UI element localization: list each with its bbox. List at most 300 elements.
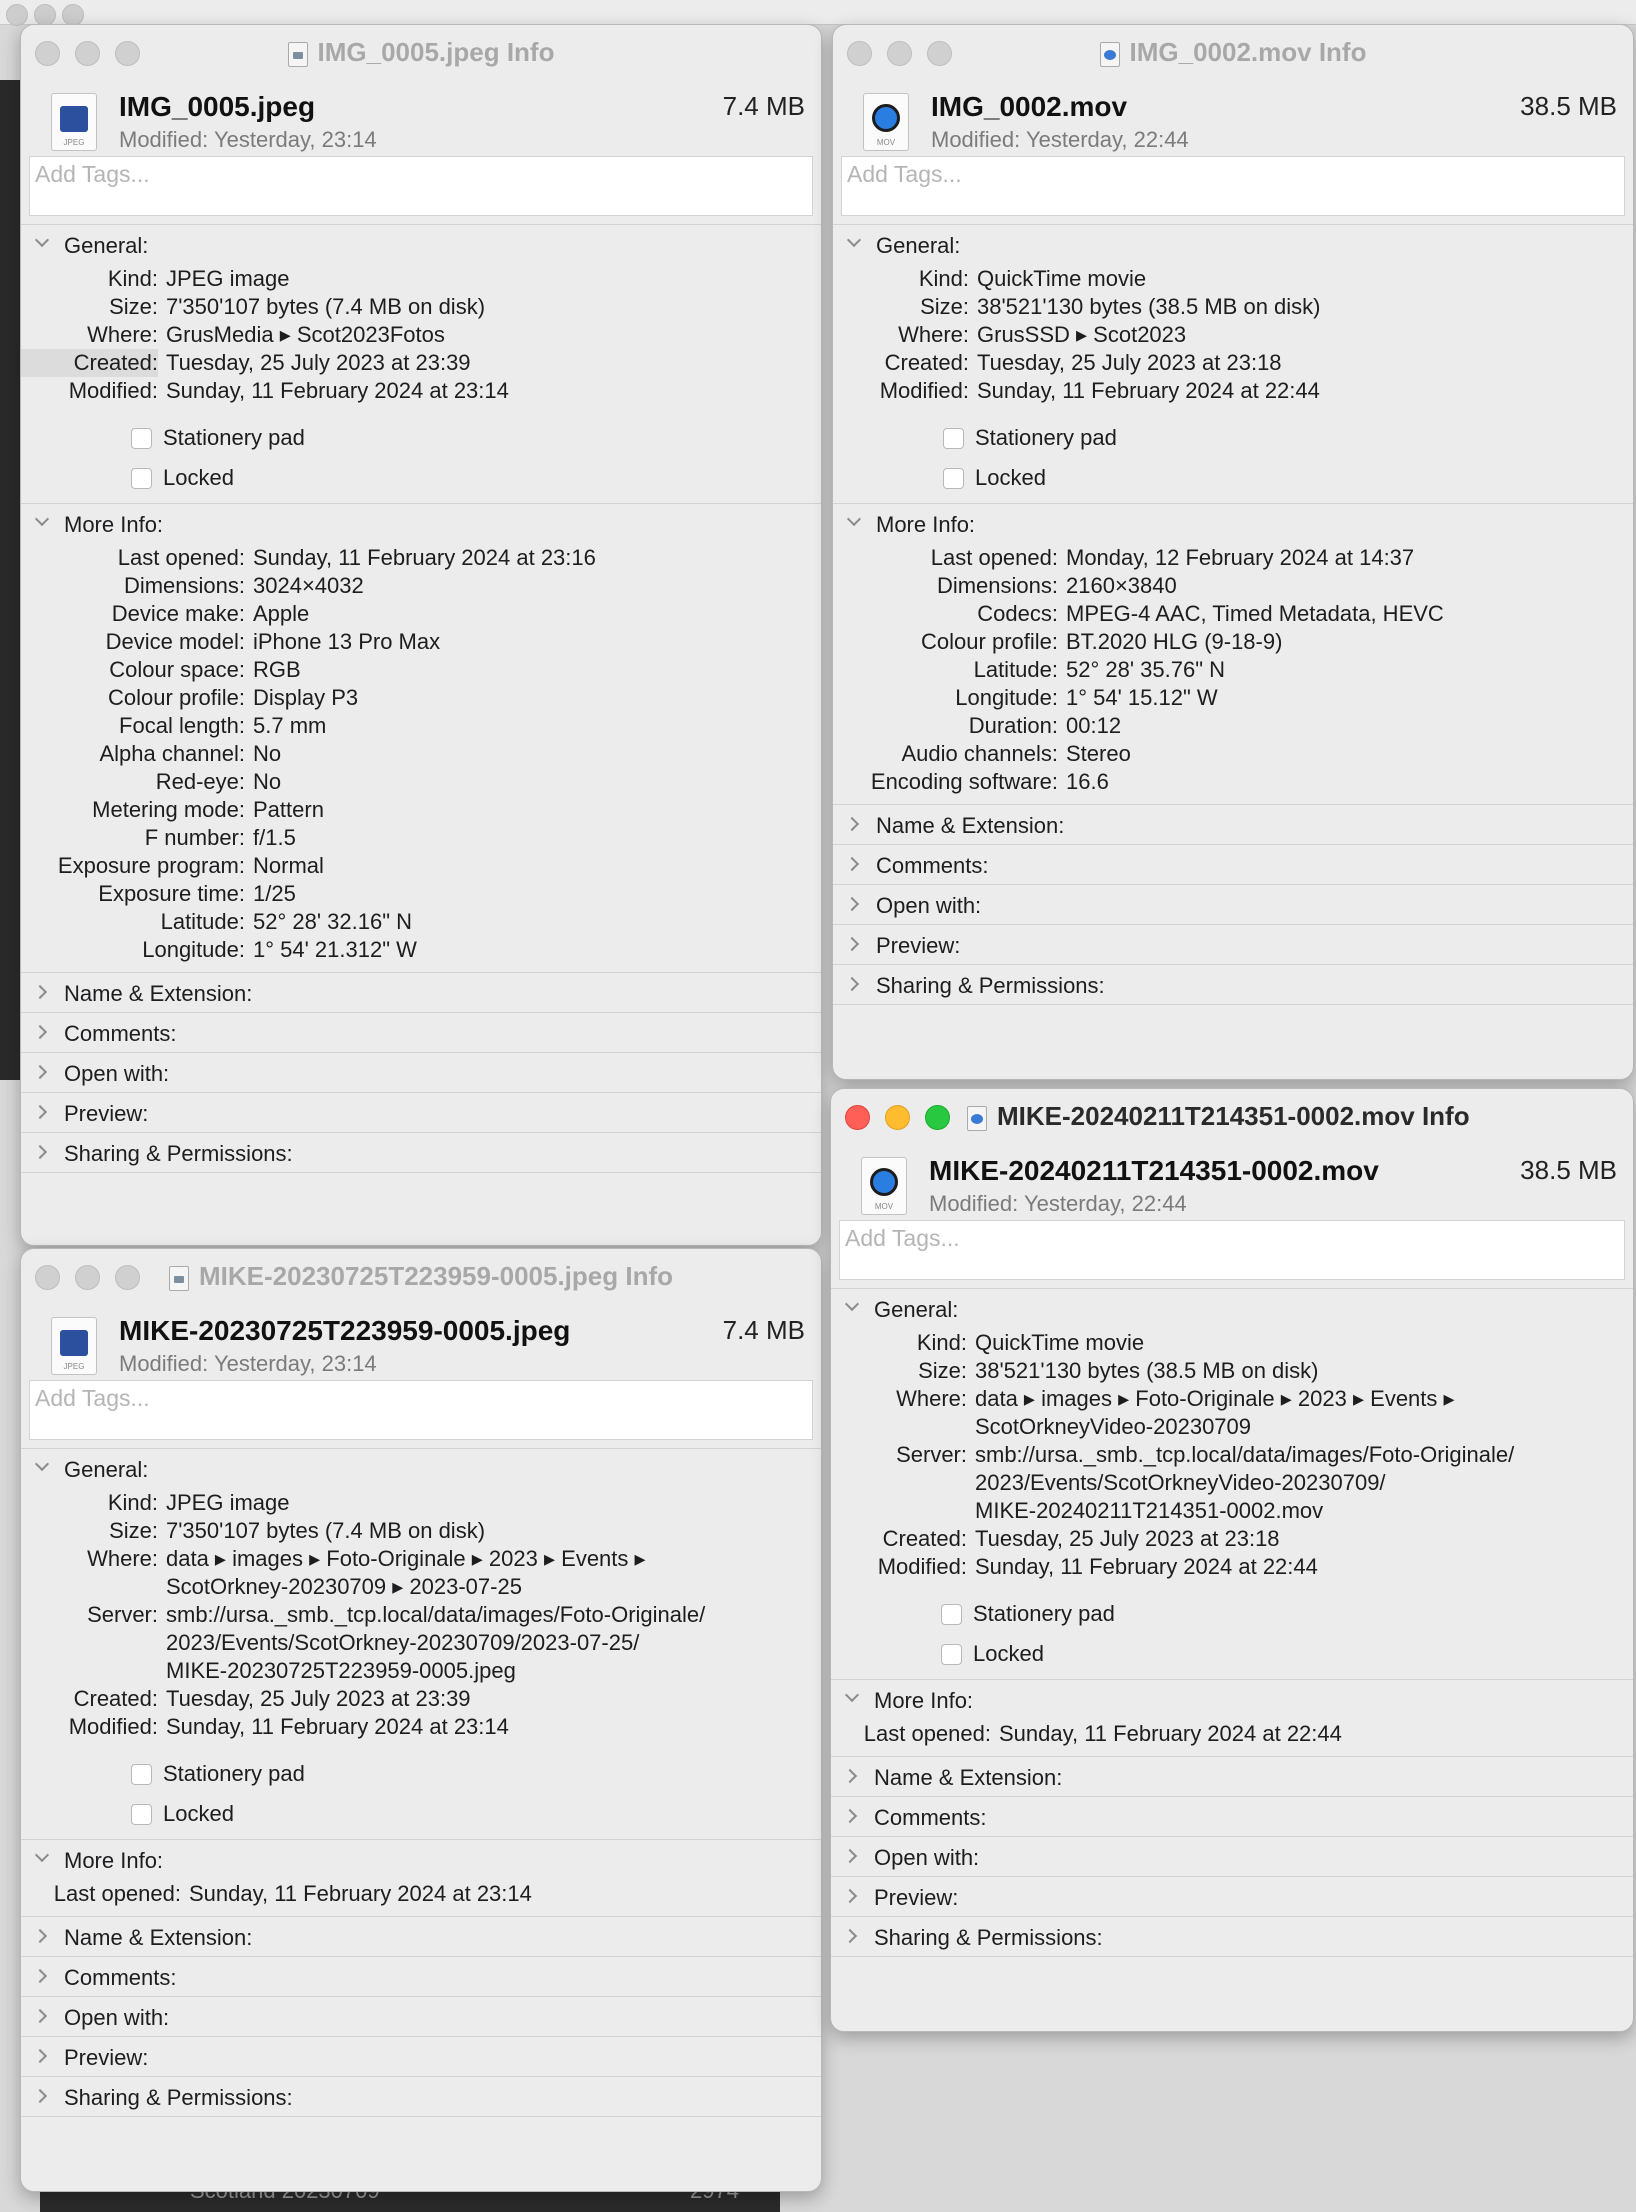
info-key bbox=[831, 1497, 967, 1525]
background-zoom-button[interactable] bbox=[62, 4, 84, 26]
info-key: Size: bbox=[109, 1518, 158, 1543]
collapsed-section-header[interactable] bbox=[831, 1877, 1633, 1916]
file-modified: Modified: Yesterday, 22:44 bbox=[931, 127, 1189, 152]
info-value: Sunday, 11 February 2024 at 23:14 bbox=[166, 378, 509, 403]
info-value: BT.2020 HLG (9-18-9) bbox=[1066, 629, 1283, 654]
info-row bbox=[833, 377, 1633, 405]
info-value: No bbox=[253, 741, 282, 766]
section-label: Sharing & Permissions: bbox=[874, 1925, 1103, 1950]
zoom-button[interactable] bbox=[925, 1105, 950, 1130]
info-value: GrusSSD ▸ Scot2023 bbox=[977, 322, 1187, 347]
info-value: Apple bbox=[253, 601, 310, 626]
section-label: Sharing & Permissions: bbox=[64, 2085, 293, 2110]
file-size: 7.4 MB bbox=[722, 91, 805, 121]
collapsed-section-header[interactable] bbox=[21, 1917, 821, 1956]
info-value: Display P3 bbox=[253, 685, 359, 710]
chevron-right-icon bbox=[843, 1769, 857, 1783]
info-row bbox=[21, 321, 821, 349]
info-value: Sunday, 11 February 2024 at 22:44 bbox=[975, 1554, 1318, 1579]
info-value: Tuesday, 25 July 2023 at 23:39 bbox=[166, 1686, 471, 1711]
info-key: Kind: bbox=[107, 266, 158, 291]
collapsed-section-header[interactable] bbox=[21, 1133, 821, 1172]
info-value: Sunday, 11 February 2024 at 22:44 bbox=[977, 378, 1320, 403]
more-info-section-header[interactable]: More Info: bbox=[833, 504, 1633, 544]
chevron-right-icon bbox=[33, 2089, 47, 2103]
info-key: Where: bbox=[87, 1546, 158, 1571]
chevron-right-icon bbox=[33, 1025, 47, 1039]
chevron-right-icon bbox=[33, 1929, 47, 1943]
info-row bbox=[21, 1685, 821, 1713]
file-size: 38.5 MB bbox=[1520, 1155, 1617, 1185]
info-key: Codecs: bbox=[977, 601, 1058, 626]
info-key bbox=[21, 1573, 158, 1601]
window-titlebar[interactable] bbox=[21, 25, 821, 75]
info-value: 1/25 bbox=[253, 881, 296, 906]
section-label: Name & Extension: bbox=[64, 1925, 253, 1950]
chevron-right-icon bbox=[33, 2049, 47, 2063]
chevron-down-icon bbox=[35, 233, 49, 247]
section-label: Sharing & Permissions: bbox=[876, 973, 1105, 998]
info-value: f/1.5 bbox=[253, 825, 296, 850]
info-key: Device make: bbox=[111, 601, 245, 626]
checkbox-box[interactable] bbox=[131, 428, 152, 449]
info-row bbox=[831, 1357, 1633, 1385]
chevron-right-icon bbox=[843, 1889, 857, 1903]
info-window-mike-0005-jpeg bbox=[20, 1248, 822, 2192]
info-row bbox=[833, 600, 1633, 628]
collapsed-section-header[interactable] bbox=[831, 1917, 1633, 1956]
stationery-pad-checkbox[interactable]: Stationery pad bbox=[833, 425, 1633, 453]
info-value: ScotOrkneyVideo-20230709 bbox=[975, 1414, 1252, 1439]
info-value: QuickTime movie bbox=[977, 266, 1147, 291]
file-name: IMG_0002.mov bbox=[931, 91, 1128, 122]
general-section-header[interactable]: General: bbox=[833, 225, 1633, 265]
collapsed-section-header[interactable] bbox=[21, 1093, 821, 1132]
info-key: Last opened: bbox=[863, 1721, 991, 1746]
info-row bbox=[831, 1469, 1633, 1497]
section-label: Comments: bbox=[874, 1805, 987, 1830]
info-row bbox=[833, 321, 1633, 349]
info-row bbox=[833, 349, 1633, 377]
info-value: Sunday, 11 February 2024 at 23:14 bbox=[189, 1881, 532, 1906]
info-row bbox=[21, 1545, 821, 1573]
info-key: Created: bbox=[73, 1686, 158, 1711]
info-key: Created: bbox=[882, 1526, 967, 1551]
file-header bbox=[833, 75, 1633, 151]
info-row bbox=[21, 880, 821, 908]
collapsed-sections bbox=[831, 1757, 1633, 1957]
locked-checkbox[interactable]: Locked bbox=[21, 1801, 821, 1829]
info-key: Red-eye: bbox=[155, 769, 245, 794]
jpeg-file-icon: JPEG bbox=[51, 93, 97, 151]
file-name: MIKE-20240211T214351-0002.mov bbox=[929, 1155, 1379, 1186]
info-row bbox=[21, 908, 821, 936]
info-key: Last opened: bbox=[930, 545, 1058, 570]
info-key: F number: bbox=[144, 825, 245, 850]
section-label: Preview: bbox=[874, 1885, 959, 1910]
chevron-down-icon bbox=[35, 1848, 49, 1862]
info-row bbox=[21, 349, 821, 377]
info-value: MIKE-20230725T223959-0005.jpeg bbox=[166, 1658, 516, 1683]
info-key: Modified: bbox=[877, 1554, 967, 1579]
file-size: 7.4 MB bbox=[722, 1315, 805, 1345]
info-key: Last opened: bbox=[117, 545, 245, 570]
window-titlebar[interactable] bbox=[21, 1249, 821, 1299]
info-key: Size: bbox=[920, 294, 969, 319]
section-label: Open with: bbox=[876, 893, 982, 918]
general-section-header[interactable]: General: bbox=[831, 1289, 1633, 1329]
info-value: Sunday, 11 February 2024 at 22:44 bbox=[999, 1721, 1342, 1746]
info-row bbox=[21, 544, 821, 572]
stationery-pad-checkbox[interactable]: Stationery pad bbox=[831, 1601, 1633, 1629]
info-value: 5.7 mm bbox=[253, 713, 327, 738]
movie-file-icon bbox=[967, 1106, 987, 1131]
tags-input[interactable]: Add Tags... bbox=[839, 1220, 1625, 1280]
info-key: Server: bbox=[87, 1602, 158, 1627]
info-key: Kind: bbox=[918, 266, 969, 291]
collapsed-section-header[interactable] bbox=[831, 1757, 1633, 1796]
info-key: Created: bbox=[21, 349, 158, 377]
info-value: JPEG image bbox=[166, 1490, 290, 1515]
info-value: 7'350'107 bytes (7.4 MB on disk) bbox=[166, 294, 486, 319]
info-value: Pattern bbox=[253, 797, 324, 822]
info-key: Created: bbox=[884, 350, 969, 375]
info-row bbox=[21, 1489, 821, 1517]
collapsed-section-header[interactable] bbox=[833, 845, 1633, 884]
general-info-list bbox=[21, 1489, 821, 1741]
checkbox-box[interactable] bbox=[941, 1644, 962, 1665]
info-value: Stereo bbox=[1066, 741, 1131, 766]
info-row bbox=[831, 1525, 1633, 1553]
chevron-right-icon bbox=[33, 1969, 47, 1983]
info-value: RGB bbox=[253, 657, 301, 682]
info-window-img-0002-mov bbox=[832, 24, 1634, 1080]
info-value: ScotOrkney-20230709 ▸ 2023-07-25 bbox=[166, 1574, 522, 1599]
info-row bbox=[21, 572, 821, 600]
info-value: 1° 54' 15.12" W bbox=[1066, 685, 1218, 710]
info-value: QuickTime movie bbox=[975, 1330, 1145, 1355]
info-row bbox=[21, 600, 821, 628]
checkbox-box[interactable] bbox=[131, 1764, 152, 1785]
info-key: Modified: bbox=[879, 378, 969, 403]
more-info-list bbox=[833, 544, 1633, 796]
more-info-list bbox=[21, 1880, 821, 1908]
checkbox-box[interactable] bbox=[943, 428, 964, 449]
section-label: Open with: bbox=[64, 1061, 170, 1086]
info-row bbox=[21, 796, 821, 824]
info-value: Tuesday, 25 July 2023 at 23:39 bbox=[166, 350, 471, 375]
info-key: Metering mode: bbox=[92, 797, 245, 822]
info-row bbox=[21, 1880, 821, 1908]
info-key: Kind: bbox=[107, 1490, 158, 1515]
info-row bbox=[833, 628, 1633, 656]
collapsed-section-header[interactable] bbox=[21, 1013, 821, 1052]
section-label: Name & Extension: bbox=[64, 981, 253, 1006]
info-value: Sunday, 11 February 2024 at 23:16 bbox=[253, 545, 596, 570]
info-row bbox=[21, 377, 821, 405]
movie-file-icon: MOV bbox=[863, 93, 909, 151]
locked-checkbox[interactable]: Locked bbox=[833, 465, 1633, 493]
jpeg-file-icon: JPEG bbox=[51, 1317, 97, 1375]
chevron-right-icon bbox=[843, 1809, 857, 1823]
section-label: Preview: bbox=[876, 933, 961, 958]
minimize-button[interactable] bbox=[885, 1105, 910, 1130]
info-value: Tuesday, 25 July 2023 at 23:18 bbox=[977, 350, 1282, 375]
info-key: Server: bbox=[896, 1442, 967, 1467]
chevron-down-icon bbox=[845, 1688, 859, 1702]
info-key: Device model: bbox=[105, 629, 245, 654]
checkbox-box[interactable] bbox=[943, 468, 964, 489]
chevron-right-icon bbox=[33, 2009, 47, 2023]
info-value: data ▸ images ▸ Foto-Originale ▸ 2023 ▸ Events ▸ bbox=[166, 1546, 646, 1571]
section-label: Open with: bbox=[874, 1845, 980, 1870]
chevron-right-icon bbox=[845, 977, 859, 991]
file-header bbox=[21, 1299, 821, 1375]
info-key: Exposure program: bbox=[57, 853, 245, 878]
window-title: MIKE-20230725T223959-0005.jpeg Info bbox=[21, 1261, 821, 1292]
chevron-down-icon bbox=[847, 233, 861, 247]
section-label: Preview: bbox=[64, 2045, 149, 2070]
info-row bbox=[831, 1720, 1633, 1748]
general-info-list bbox=[831, 1329, 1633, 1581]
checkbox-box[interactable] bbox=[941, 1604, 962, 1625]
info-row bbox=[833, 572, 1633, 600]
general-info-list bbox=[21, 265, 821, 405]
info-value: 3024×4032 bbox=[253, 573, 364, 598]
chevron-right-icon bbox=[845, 897, 859, 911]
collapsed-section-header[interactable] bbox=[833, 965, 1633, 1004]
locked-checkbox[interactable]: Locked bbox=[831, 1641, 1633, 1669]
info-key: Encoding software: bbox=[870, 769, 1058, 794]
info-key: Longitude: bbox=[142, 937, 245, 962]
info-row bbox=[833, 265, 1633, 293]
info-row bbox=[21, 1601, 821, 1629]
collapsed-section-header[interactable] bbox=[833, 885, 1633, 924]
info-row bbox=[21, 628, 821, 656]
info-row bbox=[21, 712, 821, 740]
chevron-right-icon bbox=[843, 1849, 857, 1863]
collapsed-section-header[interactable] bbox=[833, 805, 1633, 844]
info-row bbox=[21, 1629, 821, 1657]
jpeg-file-icon bbox=[288, 42, 308, 67]
info-value: iPhone 13 Pro Max bbox=[253, 629, 441, 654]
general-section-header[interactable]: General: bbox=[21, 1449, 821, 1489]
info-key bbox=[21, 1657, 158, 1685]
collapsed-section-header[interactable] bbox=[21, 2077, 821, 2116]
info-row bbox=[21, 1573, 821, 1601]
info-key: Longitude: bbox=[955, 685, 1058, 710]
window-title: IMG_0005.jpeg Info bbox=[21, 37, 821, 68]
info-row bbox=[21, 824, 821, 852]
info-value: 2160×3840 bbox=[1066, 573, 1177, 598]
section-label: Comments: bbox=[876, 853, 989, 878]
chevron-down-icon bbox=[847, 512, 861, 526]
collapsed-section-header[interactable] bbox=[831, 1837, 1633, 1876]
info-key: Size: bbox=[109, 294, 158, 319]
collapsed-section-header[interactable] bbox=[831, 1797, 1633, 1836]
collapsed-section-header[interactable] bbox=[21, 2037, 821, 2076]
info-row bbox=[21, 265, 821, 293]
file-modified: Modified: Yesterday, 22:44 bbox=[929, 1191, 1187, 1216]
info-value: 7'350'107 bytes (7.4 MB on disk) bbox=[166, 1518, 486, 1543]
background-minimize-button[interactable] bbox=[34, 4, 56, 26]
collapsed-section-header[interactable] bbox=[833, 925, 1633, 964]
tags-input[interactable]: Add Tags... bbox=[29, 156, 813, 216]
info-value: 52° 28' 35.76" N bbox=[1066, 657, 1226, 682]
info-key: Dimensions: bbox=[123, 573, 245, 598]
more-info-section-header[interactable]: More Info: bbox=[831, 1680, 1633, 1720]
background-window-titlebar bbox=[0, 0, 1636, 25]
info-value: Tuesday, 25 July 2023 at 23:18 bbox=[975, 1526, 1280, 1551]
file-modified: Modified: Yesterday, 23:14 bbox=[119, 1351, 377, 1376]
section-label: Comments: bbox=[64, 1965, 177, 1990]
info-value: 00:12 bbox=[1066, 713, 1122, 738]
movie-file-icon: MOV bbox=[861, 1157, 907, 1215]
info-value: 16.6 bbox=[1066, 769, 1109, 794]
info-row bbox=[21, 1657, 821, 1685]
file-modified: Modified: Yesterday, 23:14 bbox=[119, 127, 377, 152]
info-window-img-0005-jpeg bbox=[20, 24, 822, 1246]
more-info-list bbox=[21, 544, 821, 964]
info-row bbox=[833, 740, 1633, 768]
info-key bbox=[831, 1413, 967, 1441]
chevron-right-icon bbox=[843, 1929, 857, 1943]
info-row bbox=[831, 1385, 1633, 1413]
collapsed-section-header[interactable] bbox=[21, 1997, 821, 2036]
info-row bbox=[21, 740, 821, 768]
info-value: Normal bbox=[253, 853, 324, 878]
more-info-section-header[interactable]: More Info: bbox=[21, 1840, 821, 1880]
more-info-list bbox=[831, 1720, 1633, 1748]
info-value: 2023/Events/ScotOrkneyVideo-20230709/ bbox=[975, 1470, 1386, 1495]
collapsed-sections bbox=[21, 1917, 821, 2117]
info-row bbox=[831, 1553, 1633, 1581]
tags-input[interactable]: Add Tags... bbox=[841, 156, 1625, 216]
info-key: Colour profile: bbox=[108, 685, 245, 710]
info-key: Where: bbox=[87, 322, 158, 347]
info-row bbox=[831, 1497, 1633, 1525]
file-name: IMG_0005.jpeg bbox=[119, 91, 316, 122]
info-value: Sunday, 11 February 2024 at 23:14 bbox=[166, 1714, 509, 1739]
chevron-right-icon bbox=[33, 985, 47, 999]
info-value: smb://ursa._smb._tcp.local/data/images/Foto-Originale/ bbox=[166, 1602, 706, 1627]
info-value: 52° 28' 32.16" N bbox=[253, 909, 413, 934]
info-key: Where: bbox=[898, 322, 969, 347]
info-row bbox=[831, 1441, 1633, 1469]
info-row bbox=[831, 1329, 1633, 1357]
chevron-right-icon bbox=[33, 1145, 47, 1159]
info-key: Audio channels: bbox=[901, 741, 1058, 766]
info-key: Where: bbox=[896, 1386, 967, 1411]
info-row bbox=[21, 1713, 821, 1741]
info-key: Alpha channel: bbox=[99, 741, 245, 766]
checkbox-box[interactable] bbox=[131, 1804, 152, 1825]
info-row bbox=[21, 1517, 821, 1545]
window-titlebar[interactable] bbox=[833, 25, 1633, 75]
info-key: Duration: bbox=[968, 713, 1058, 738]
info-value: No bbox=[253, 769, 282, 794]
info-value: smb://ursa._smb._tcp.local/data/images/Foto-Originale/ bbox=[975, 1442, 1515, 1467]
tags-input[interactable]: Add Tags... bbox=[29, 1380, 813, 1440]
info-key bbox=[21, 1629, 158, 1657]
info-row bbox=[833, 712, 1633, 740]
background-close-button[interactable] bbox=[6, 4, 28, 26]
chevron-down-icon bbox=[845, 1297, 859, 1311]
info-key: Latitude: bbox=[160, 909, 245, 934]
file-header bbox=[831, 1139, 1633, 1215]
info-key: Last opened: bbox=[53, 1881, 181, 1906]
section-label: Sharing & Permissions: bbox=[64, 1141, 293, 1166]
collapsed-sections bbox=[21, 973, 821, 1173]
info-value: 1° 54' 21.312" W bbox=[253, 937, 417, 962]
collapsed-sections bbox=[833, 805, 1633, 1005]
info-row bbox=[833, 684, 1633, 712]
section-label: Open with: bbox=[64, 2005, 170, 2030]
more-info-section-header[interactable]: More Info: bbox=[21, 504, 821, 544]
chevron-down-icon bbox=[35, 512, 49, 526]
chevron-right-icon bbox=[33, 1105, 47, 1119]
info-key bbox=[831, 1469, 967, 1497]
info-value: data ▸ images ▸ Foto-Originale ▸ 2023 ▸ Events ▸ bbox=[975, 1386, 1455, 1411]
info-value: 2023/Events/ScotOrkney-20230709/2023-07-25/ bbox=[166, 1630, 640, 1655]
info-value: 38'521'130 bytes (38.5 MB on disk) bbox=[977, 294, 1321, 319]
info-window-mike-0002-mov bbox=[830, 1088, 1634, 2032]
chevron-right-icon bbox=[845, 857, 859, 871]
info-row bbox=[21, 656, 821, 684]
close-button[interactable] bbox=[845, 1105, 870, 1130]
file-name: MIKE-20230725T223959-0005.jpeg bbox=[119, 1315, 571, 1346]
info-row bbox=[833, 656, 1633, 684]
info-value: Monday, 12 February 2024 at 14:37 bbox=[1066, 545, 1415, 570]
collapsed-section-header[interactable] bbox=[21, 1053, 821, 1092]
section-label: Preview: bbox=[64, 1101, 149, 1126]
general-section-header[interactable]: General: bbox=[21, 225, 821, 265]
info-value: MPEG-4 AAC, Timed Metadata, HEVC bbox=[1066, 601, 1444, 626]
info-key: Modified: bbox=[68, 1714, 158, 1739]
chevron-right-icon bbox=[33, 1065, 47, 1079]
info-value: GrusMedia ▸ Scot2023Fotos bbox=[166, 322, 445, 347]
info-key: Size: bbox=[918, 1358, 967, 1383]
stationery-pad-checkbox[interactable]: Stationery pad bbox=[21, 425, 821, 453]
info-key: Kind: bbox=[916, 1330, 967, 1355]
info-key: Focal length: bbox=[119, 713, 245, 738]
window-title: IMG_0002.mov Info bbox=[833, 37, 1633, 68]
info-key: Modified: bbox=[68, 378, 158, 403]
info-key: Colour profile: bbox=[921, 629, 1058, 654]
section-label: Name & Extension: bbox=[876, 813, 1065, 838]
info-row bbox=[21, 936, 821, 964]
info-value: MIKE-20240211T214351-0002.mov bbox=[975, 1498, 1324, 1523]
locked-checkbox[interactable]: Locked bbox=[21, 465, 821, 493]
file-header bbox=[21, 75, 821, 151]
collapsed-section-header[interactable] bbox=[21, 973, 821, 1012]
info-row bbox=[21, 852, 821, 880]
movie-file-icon bbox=[1100, 42, 1120, 67]
section-label: Name & Extension: bbox=[874, 1765, 1063, 1790]
collapsed-section-header[interactable] bbox=[21, 1957, 821, 1996]
chevron-right-icon bbox=[845, 937, 859, 951]
info-key: Colour space: bbox=[109, 657, 245, 682]
info-value: JPEG image bbox=[166, 266, 290, 291]
stationery-pad-checkbox[interactable]: Stationery pad bbox=[21, 1761, 821, 1789]
info-value: 38'521'130 bytes (38.5 MB on disk) bbox=[975, 1358, 1319, 1383]
info-row bbox=[833, 544, 1633, 572]
info-key: Dimensions: bbox=[936, 573, 1058, 598]
info-key: Exposure time: bbox=[98, 881, 245, 906]
window-titlebar[interactable] bbox=[831, 1089, 1633, 1139]
checkbox-box[interactable] bbox=[131, 468, 152, 489]
info-key: Latitude: bbox=[973, 657, 1058, 682]
